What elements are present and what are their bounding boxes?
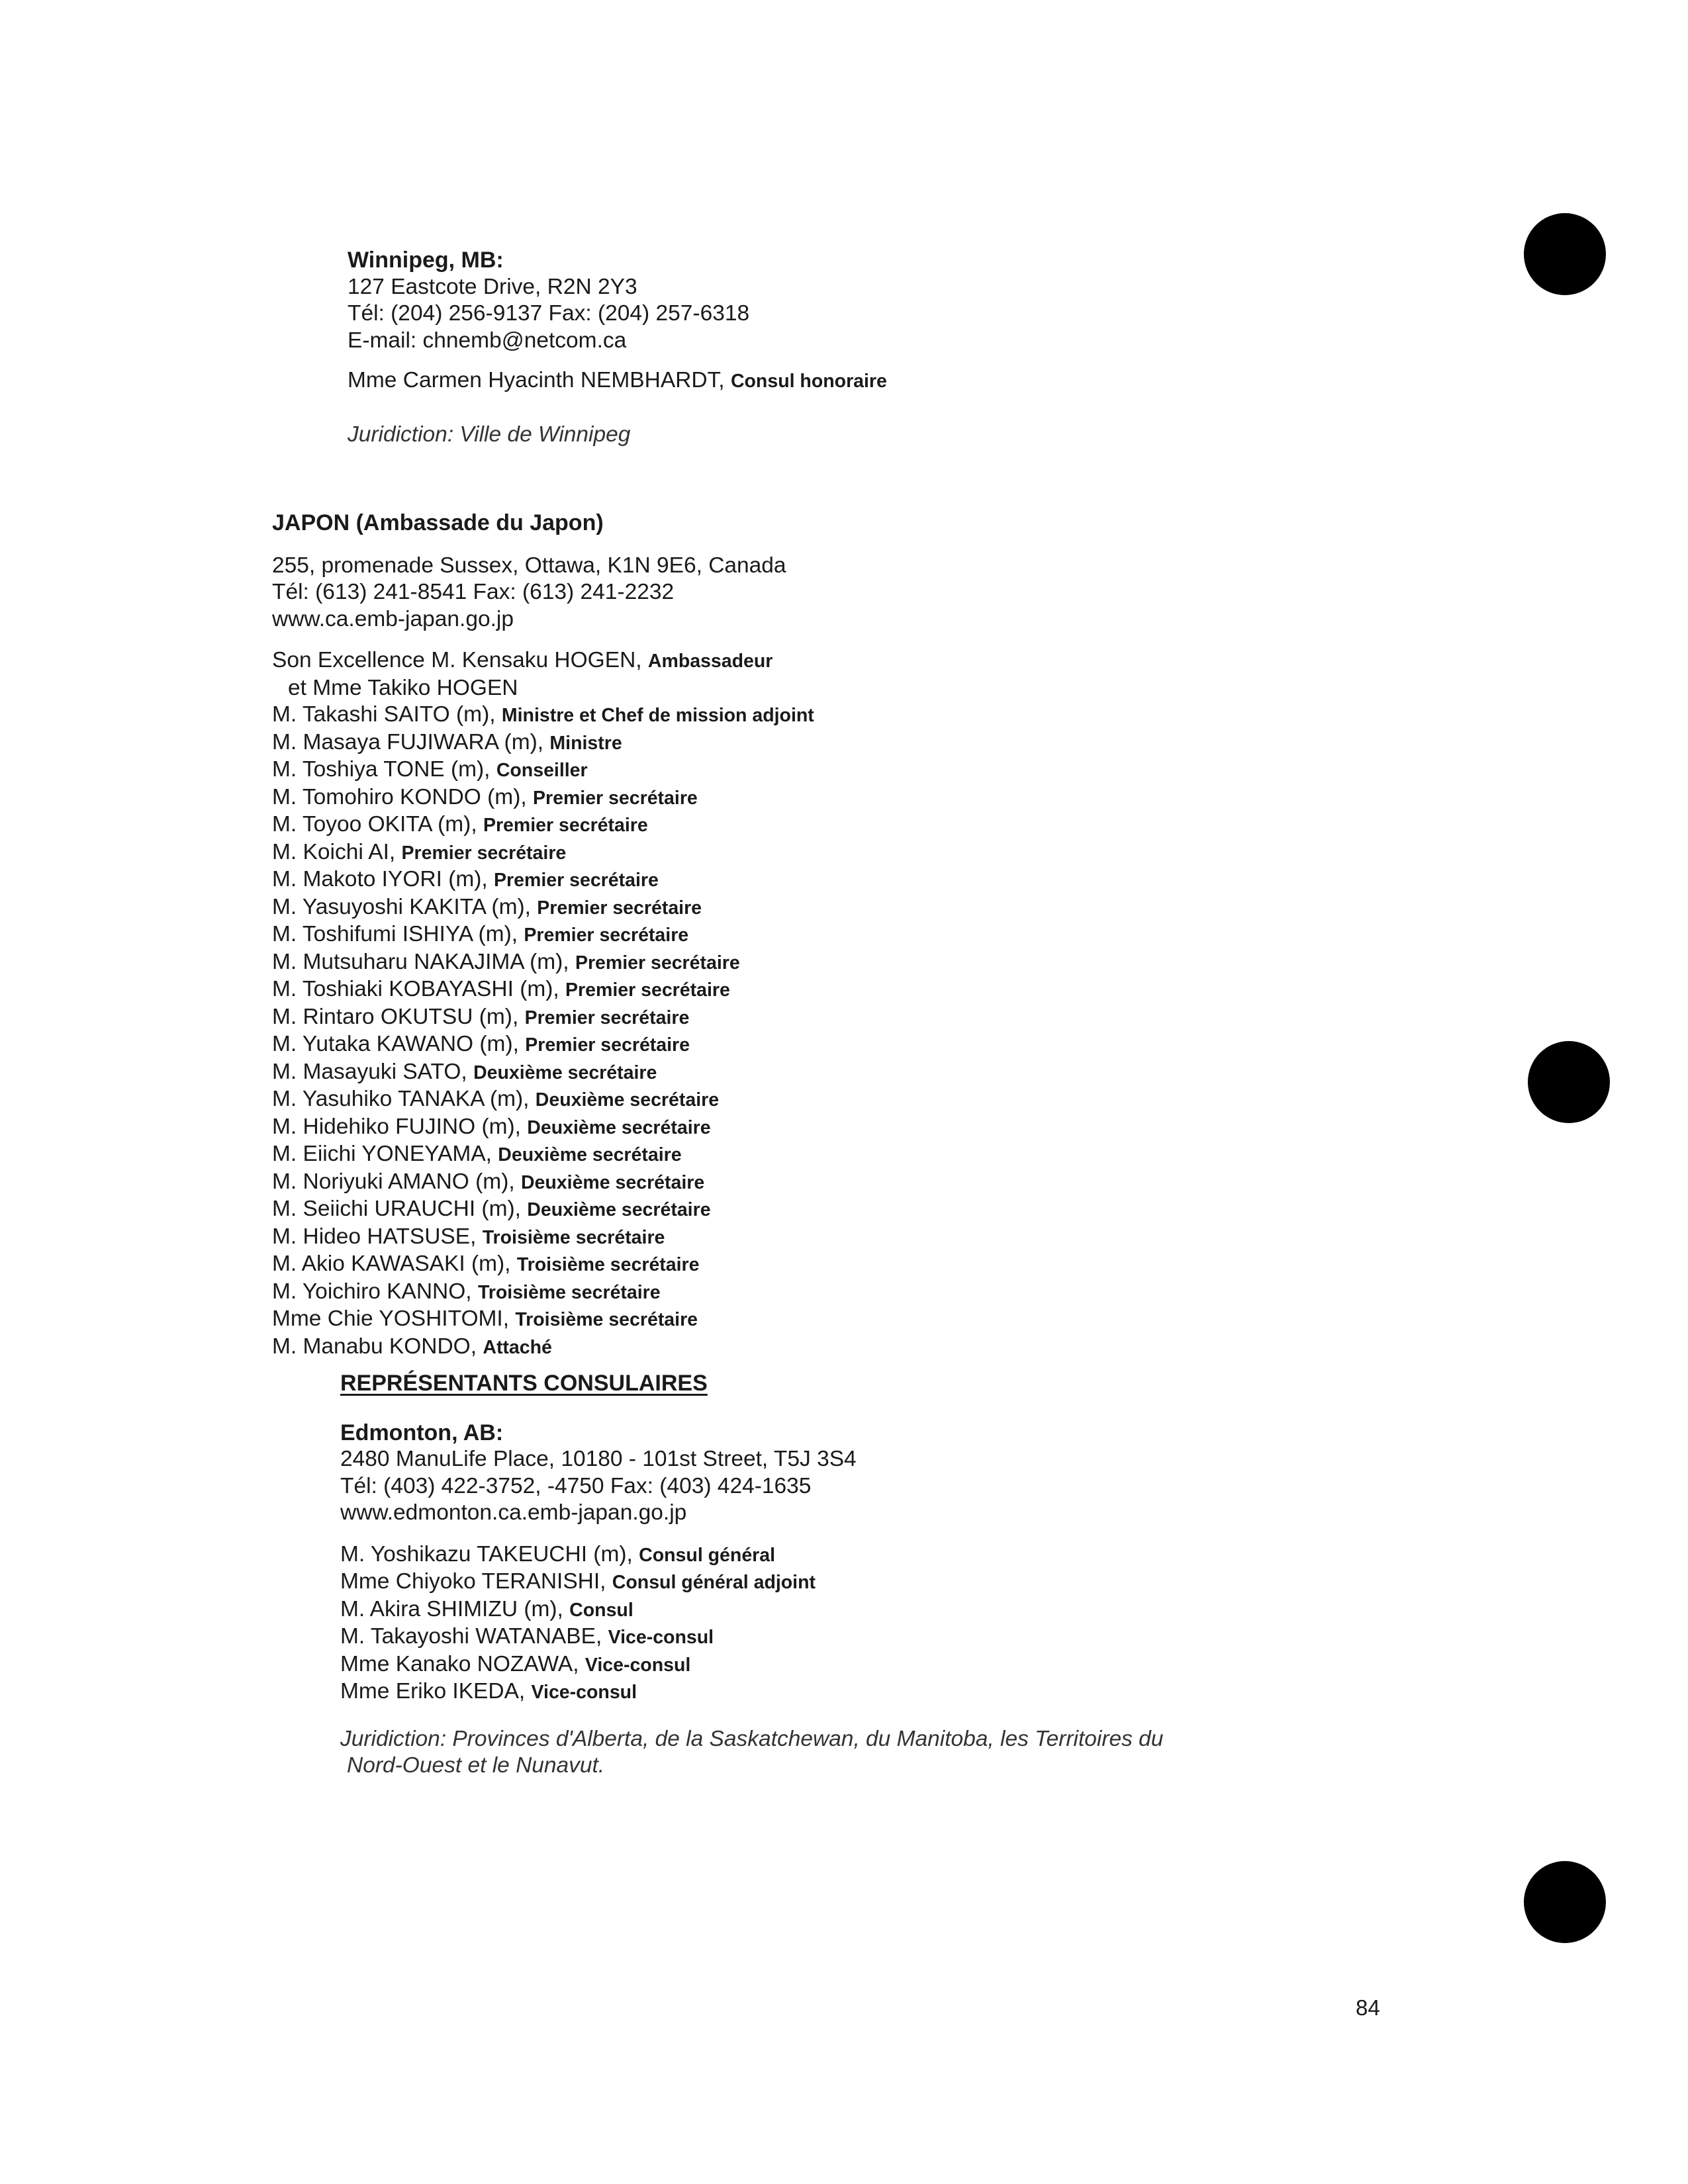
staff-title: Premier secrétaire	[401, 842, 567, 864]
japan-heading: JAPON (Ambassade du Japon)	[272, 510, 604, 535]
edmonton-jurisdiction-line-1: Juridiction: Provinces d'Alberta, de la Saskatchewan, du Manitoba, les Territoires du	[340, 1726, 1164, 1751]
staff-title: Premier secrétaire	[525, 1034, 690, 1056]
staff-title: Deuxième secrétaire	[527, 1199, 711, 1220]
staff-title: Premier secrétaire	[533, 787, 698, 809]
staff-entry	[272, 784, 814, 812]
staff-title: Troisième secrétaire	[477, 1281, 661, 1303]
staff-entry	[272, 1169, 814, 1197]
staff-name: Mme Eriko IKEDA,	[340, 1679, 526, 1704]
staff-name: M. Toshiaki KOBAYASHI (m),	[272, 977, 559, 1001]
japan-staff-list	[272, 702, 814, 1361]
winnipeg-jurisdiction: Juridiction: Ville de Winnipeg	[348, 422, 631, 447]
staff-name: M. Masayuki SATO,	[272, 1059, 467, 1084]
staff-entry	[272, 1251, 814, 1279]
staff-entry	[340, 1596, 1163, 1624]
staff-name: M. Yoichiro KANNO,	[272, 1279, 472, 1304]
staff-name: M. Mutsuharu NAKAJIMA (m),	[272, 949, 569, 974]
staff-name: M. Toshifumi ISHIYA (m),	[272, 922, 518, 946]
staff-title: Troisième secrétaire	[516, 1254, 700, 1275]
japan-address: 255, promenade Sussex, Ottawa, K1N 9E6, Canada	[272, 553, 786, 578]
staff-name: M. Yasuyoshi KAKITA (m),	[272, 894, 531, 919]
ambassador-name: Son Excellence M. Kensaku HOGEN,	[272, 648, 642, 672]
ambassador-spouse: et Mme Takiko HOGEN	[288, 675, 518, 700]
japan-web: www.ca.emb-japan.go.jp	[272, 606, 514, 631]
staff-name: M. Yoshikazu TAKEUCHI (m),	[340, 1541, 633, 1567]
staff-title: Ministre	[549, 732, 622, 754]
punch-hole-top	[1524, 213, 1606, 295]
staff-entry	[340, 1541, 1163, 1569]
ambassador-entry	[272, 647, 814, 675]
staff-name: M. Eiichi YONEYAMA,	[272, 1142, 492, 1166]
staff-entry	[272, 1224, 814, 1251]
staff-name: M. Yasuhiko TANAKA (m),	[272, 1087, 530, 1111]
staff-entry	[272, 1306, 814, 1334]
staff-entry	[272, 866, 814, 894]
edmonton-staff-list	[340, 1541, 1163, 1706]
staff-entry	[272, 976, 814, 1004]
staff-name: Mme Chie YOSHITOMI,	[272, 1306, 510, 1331]
edmonton-jurisdiction-line-2: Nord-Ouest et le Nunavut.	[347, 1753, 605, 1778]
edmonton-tel: Tél: (403) 422-3752, -4750 Fax: (403) 424-1635	[340, 1473, 812, 1498]
staff-name: M. Toyoo OKITA (m),	[272, 812, 477, 837]
winnipeg-tel: Tél: (204) 256-9137 Fax: (204) 257-6318	[348, 301, 750, 326]
winnipeg-person	[348, 367, 887, 395]
staff-name: M. Seiichi URAUCHI (m),	[272, 1197, 521, 1221]
staff-entry	[340, 1623, 1163, 1651]
staff-title: Conseiller	[496, 760, 588, 781]
staff-entry	[272, 1059, 814, 1087]
staff-title: Attaché	[483, 1336, 552, 1358]
staff-title: Deuxième secrétaire	[535, 1089, 720, 1111]
staff-entry	[272, 1196, 814, 1224]
staff-title: Consul général adjoint	[612, 1572, 816, 1593]
edmonton-address: 2480 ManuLife Place, 10180 - 101st Street, T5J 3S4	[340, 1447, 857, 1471]
staff-entry	[272, 921, 814, 949]
staff-entry	[272, 1004, 814, 1032]
staff-entry	[272, 1114, 814, 1142]
staff-entry	[272, 702, 814, 729]
staff-name: M. Hidehiko FUJINO (m),	[272, 1114, 521, 1139]
staff-name: M. Manabu KONDO,	[272, 1334, 477, 1359]
staff-name: M. Akio KAWASAKI (m),	[272, 1251, 511, 1276]
winnipeg-email: E-mail: chnemb@netcom.ca	[348, 328, 627, 353]
punch-hole-middle	[1528, 1041, 1610, 1123]
staff-entry	[340, 1569, 1163, 1596]
staff-entry	[272, 1279, 814, 1306]
staff-entry	[340, 1678, 1163, 1706]
staff-entry	[272, 1031, 814, 1059]
staff-title: Vice-consul	[531, 1682, 637, 1703]
staff-entry	[272, 949, 814, 977]
staff-entry	[272, 729, 814, 757]
staff-name: M. Tomohiro KONDO (m),	[272, 784, 527, 809]
staff-name: M. Masaya FUJIWARA (m),	[272, 729, 544, 754]
winnipeg-section	[348, 247, 887, 448]
staff-name: M. Hideo HATSUSE,	[272, 1224, 477, 1249]
staff-name: M. Takashi SAITO (m),	[272, 702, 496, 727]
staff-title: Premier secrétaire	[494, 870, 659, 891]
winnipeg-address: 127 Eastcote Drive, R2N 2Y3	[348, 274, 637, 299]
staff-title: Troisième secrétaire	[482, 1226, 665, 1248]
staff-name: Mme Kanako NOZAWA,	[340, 1651, 579, 1676]
winnipeg-heading: Winnipeg, MB:	[348, 248, 504, 273]
staff-entry	[272, 1141, 814, 1169]
staff-title: Deuxième secrétaire	[498, 1144, 682, 1165]
edmonton-heading: Edmonton, AB:	[340, 1420, 504, 1445]
staff-name: M. Noriyuki AMANO (m),	[272, 1169, 515, 1194]
staff-title: Vice-consul	[608, 1627, 714, 1648]
staff-title: Premier secrétaire	[524, 925, 689, 946]
staff-title: Vice-consul	[585, 1654, 691, 1676]
winnipeg-person-title: Consul honoraire	[730, 371, 887, 392]
page-number: 84	[1356, 1995, 1380, 2020]
japan-section	[272, 510, 814, 1361]
staff-title: Consul	[569, 1599, 633, 1621]
winnipeg-person-name: Mme Carmen Hyacinth NEMBHARDT,	[348, 368, 725, 392]
staff-entry	[272, 1086, 814, 1114]
staff-title: Deuxième secrétaire	[520, 1171, 705, 1193]
staff-entry	[272, 1334, 814, 1361]
staff-name: M. Toshiya TONE (m),	[272, 757, 491, 782]
staff-name: Mme Chiyoko TERANISHI,	[340, 1569, 606, 1594]
staff-entry	[272, 756, 814, 784]
staff-title: Premier secrétaire	[575, 952, 740, 974]
staff-name: M. Makoto IYORI (m),	[272, 867, 488, 891]
staff-entry	[272, 811, 814, 839]
staff-name: M. Rintaro OKUTSU (m),	[272, 1004, 519, 1029]
staff-entry	[340, 1651, 1163, 1679]
staff-entry	[272, 894, 814, 922]
edmonton-web: www.edmonton.ca.emb-japan.go.jp	[340, 1500, 687, 1525]
consular-section	[340, 1370, 1163, 1780]
staff-name: M. Akira SHIMIZU (m),	[340, 1596, 563, 1621]
staff-title: Ministre et Chef de mission adjoint	[501, 705, 814, 726]
punch-hole-bottom	[1524, 1861, 1606, 1943]
consular-heading: REPRÉSENTANTS CONSULAIRES	[340, 1371, 708, 1396]
staff-title: Troisième secrétaire	[515, 1309, 698, 1330]
japan-tel: Tél: (613) 241-8541 Fax: (613) 241-2232	[272, 580, 675, 604]
staff-title: Premier secrétaire	[565, 979, 730, 1001]
staff-entry	[272, 839, 814, 867]
staff-title: Deuxième secrétaire	[527, 1116, 711, 1138]
staff-title: Premier secrétaire	[537, 897, 702, 919]
staff-name: M. Takayoshi WATANABE,	[340, 1624, 602, 1649]
staff-name: M. Yutaka KAWANO (m),	[272, 1032, 519, 1056]
staff-title: Premier secrétaire	[524, 1007, 690, 1028]
staff-title: Deuxième secrétaire	[473, 1062, 657, 1083]
staff-name: M. Koichi AI,	[272, 839, 396, 864]
ambassador-title: Ambassadeur	[647, 651, 773, 672]
staff-title: Premier secrétaire	[483, 815, 648, 836]
staff-title: Consul général	[639, 1544, 776, 1566]
